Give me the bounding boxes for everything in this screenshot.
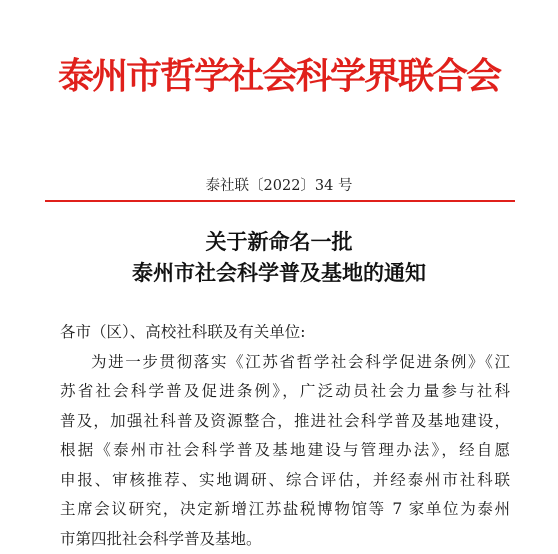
header-divider xyxy=(45,200,515,202)
paragraph-line: 主席会议研究，决定新增江苏盐税博物馆等 7 家单位为泰州 xyxy=(60,495,510,525)
title-line-1: 关于新命名一批 xyxy=(0,226,558,257)
paragraph-line: 为进一步贯彻落实《江苏省哲学社会科学促进条例》《江 xyxy=(60,348,510,378)
document-title xyxy=(0,226,558,288)
paragraph-line: 根据《泰州市社会科学普及基地建设与管理办法》，经自愿 xyxy=(60,436,510,466)
paragraph-line: 普及，加强社科普及资源整合，推进社会科学普及基地建设， xyxy=(60,407,510,437)
document-body xyxy=(60,318,510,554)
paragraph-line: 苏省社会科学普及促进条例》，广泛动员社会力量参与社科 xyxy=(60,377,510,407)
paragraph-line: 市第四批社会科学普及基地。 xyxy=(60,525,510,554)
salutation: 各市（区）、高校社科联及有关单位: xyxy=(60,318,510,348)
document-number: 泰社联〔2022〕34 号 xyxy=(0,176,558,196)
paragraph-line: 申报、审核推荐、实地调研、综合评估，并经泰州市社科联 xyxy=(60,466,510,496)
title-line-2: 泰州市社会科学普及基地的通知 xyxy=(0,257,558,288)
org-letterhead: 泰州市哲学社会科学界联合会 xyxy=(0,52,558,100)
